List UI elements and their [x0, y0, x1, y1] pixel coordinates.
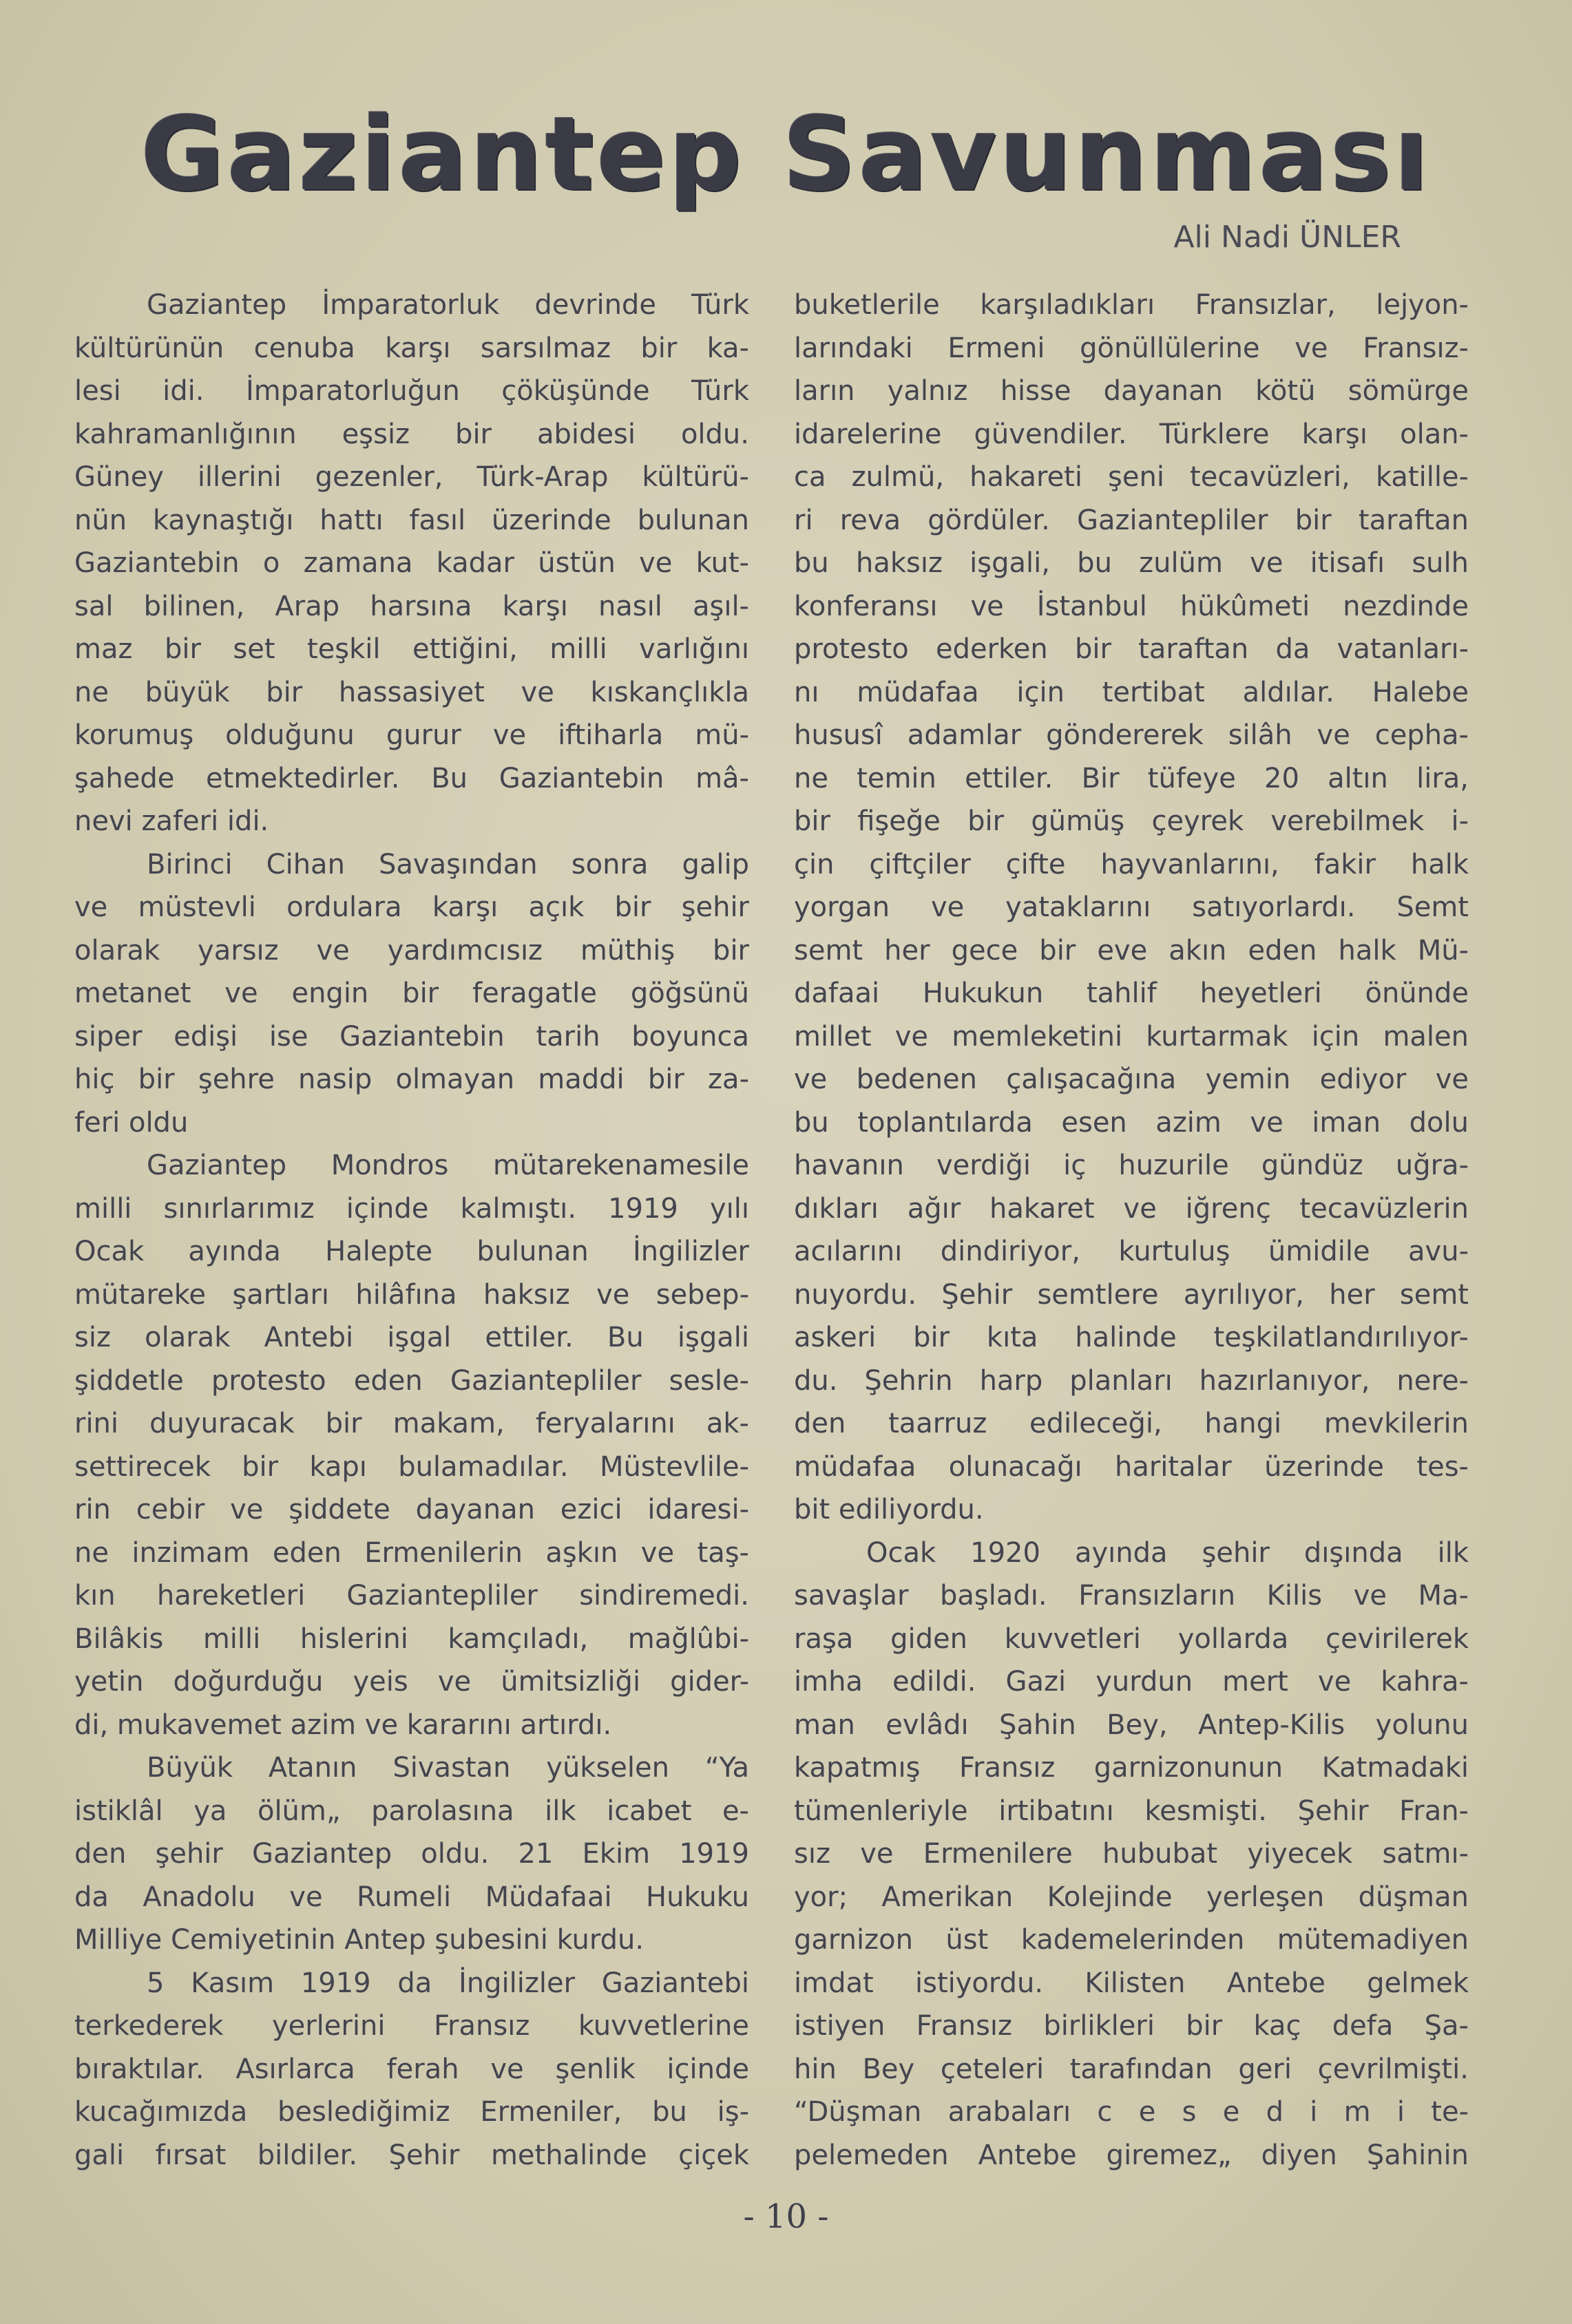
text-line: metanet ve engin bir feragatle göğsünü	[74, 978, 749, 1009]
text-line: bir fişeğe bir gümüş çeyrek verebilmek i-	[794, 805, 1469, 837]
text-line: rini duyuracak bir makam, feryalarını ak-	[74, 1408, 749, 1439]
text-line: Güney illerini gezenler, Türk-Arap kültürü-	[74, 461, 749, 493]
text-line: kucağımızda beslediğimiz Ermeniler, bu iş-	[74, 2096, 749, 2128]
text-line: gali fırsat bildiler. Şehir methalinde çiçek	[74, 2139, 749, 2171]
text-line: Büyük Atanın Sivastan yükselen “Ya	[147, 1752, 749, 1784]
author-name: Ali Nadi ÜNLER	[1173, 220, 1401, 255]
text-line: pelemeden Antebe giremez„ diyen Şahinin	[794, 2139, 1469, 2171]
text-line: ri reva gördüler. Gaziantepliler bir taraftan	[794, 504, 1469, 536]
text-line: sız ve Ermenilere hububat yiyecek satmı-	[794, 1838, 1469, 1870]
text-line: feri oldu	[74, 1106, 189, 1139]
text-line: konferansı ve İstanbul hükûmeti nezdinde	[794, 590, 1469, 622]
text-line: havanın verdiği iç huzurile gündüz uğra-	[794, 1150, 1469, 1181]
text-line: Ocak 1920 ayında şehir dışında ilk	[866, 1536, 1469, 1569]
text-line: dıkları ağır hakaret ve iğrenç tecavüzlerin	[794, 1192, 1469, 1225]
text-line: ne temin ettiler. Bir tüfeye 20 altın lira,	[794, 762, 1469, 794]
text-line: acılarını dindiriyor, kurtuluş ümidile avu-	[794, 1236, 1469, 1267]
text-line: yor; Amerikan Kolejinde yerleşen düşman	[794, 1881, 1469, 1913]
text-line: hiç bir şehre nasip olmayan maddi bir za-	[74, 1064, 749, 1095]
text-line: ve müstevli ordulara karşı açık bir şehir	[74, 891, 749, 923]
text-line: Ocak ayında Halepte bulunan İngilizler	[74, 1236, 749, 1267]
text-line: ne büyük bir hassasiyet ve kıskançlıkla	[74, 676, 749, 708]
text-line: imdat istiyordu. Kilisten Antebe gelmek	[794, 1967, 1469, 1999]
text-line: nı müdafaa için tertibat aldılar. Halebe	[794, 676, 1469, 708]
text-line: protesto ederken bir taraftan da vatanları-	[794, 633, 1469, 665]
right-column	[794, 284, 1469, 2177]
text-line: di, mukavemet azim ve kararını artırdı.	[74, 1709, 612, 1741]
text-line: bit ediliyordu.	[794, 1494, 984, 1525]
text-line: du. Şehrin harp planları hazırlanıyor, nere-	[794, 1364, 1469, 1397]
text-line: ların yalnız hisse dayanan kötü sömürge	[794, 375, 1469, 407]
text-line: rin cebir ve şiddete dayanan ezici idaresi-	[74, 1494, 749, 1525]
text-line: tümenleriyle irtibatını kesmişti. Şehir Fran-	[794, 1795, 1469, 1827]
text-line: raşa giden kuvvetleri yollarda çevirilerek	[794, 1623, 1469, 1655]
text-line: garnizon üst kademelerinden mütemadiyen	[794, 1924, 1469, 1956]
text-line: yetin doğurduğu yeis ve ümitsizliği gider-	[74, 1666, 749, 1698]
text-line: man evlâdı Şahin Bey, Antep-Kilis yolunu	[794, 1709, 1469, 1741]
text-line: ne inzimam eden Ermenilerin aşkın ve taş-	[74, 1536, 749, 1569]
text-line: terkederek yerlerini Fransız kuvvetlerine	[74, 2010, 749, 2042]
text-line: şiddetle protesto eden Gaziantepliler sesle-	[74, 1364, 749, 1397]
text-line: maz bir set teşkil ettiğini, milli varlığını	[74, 633, 749, 665]
text-line: nuyordu. Şehir semtlere ayrılıyor, her semt	[794, 1278, 1469, 1311]
text-line: da Anadolu ve Rumeli Müdafaai Hukuku	[74, 1881, 749, 1913]
page-number: - 10 -	[743, 2197, 829, 2236]
text-line: kın hareketleri Gaziantepliler sindiremedi.	[74, 1580, 749, 1612]
text-line: siper edişi ise Gaziantebin tarih boyunca	[74, 1020, 749, 1053]
text-line: kültürünün cenuba karşı sarsılmaz bir ka-	[74, 332, 749, 364]
text-line: siz olarak Antebi işgal ettiler. Bu işgali	[74, 1322, 749, 1353]
text-line: Gaziantep İmparatorluk devrinde Türk	[147, 289, 749, 321]
text-line: kapatmış Fransız garnizonunun Katmadaki	[794, 1752, 1469, 1784]
text-line: buketlerile karşıladıkları Fransızlar, lejyon-	[794, 289, 1469, 321]
text-line: korumuş olduğunu gurur ve iftiharla mü-	[74, 719, 749, 751]
text-line: imha edildi. Gazi yurdun mert ve kahra-	[794, 1666, 1469, 1698]
text-line: Birinci Cihan Savaşından sonra galip	[147, 848, 749, 880]
text-line: nün kaynaştığı hattı fasıl üzerinde bulunan	[74, 504, 749, 536]
text-line: şahede etmektedirler. Bu Gaziantebin mâ-	[74, 762, 749, 794]
text-line: den şehir Gaziantep oldu. 21 Ekim 1919	[74, 1838, 749, 1870]
text-line: den taarruz edileceği, hangi mevkilerin	[794, 1408, 1469, 1439]
text-line: settirecek bir kapı bulamadılar. Müstevlile-	[74, 1450, 749, 1483]
text-line: milli sınırlarımız içinde kalmıştı. 1919 yılı	[74, 1192, 749, 1225]
text-line: bıraktılar. Asırlarca ferah ve şenlik içinde	[74, 2053, 749, 2085]
text-line: Milliye Cemiyetinin Antep şubesini kurdu.	[74, 1924, 644, 1956]
text-line: idarelerine güvendiler. Türklere karşı olan-	[794, 418, 1469, 450]
text-line: Bilâkis milli hislerini kamçıladı, mağlûbi-	[74, 1623, 749, 1655]
text-line: yorgan ve yataklarını satıyorlardı. Semt	[794, 891, 1469, 923]
text-line: sal bilinen, Arap harsına karşı nasıl aşıl-	[74, 590, 749, 622]
text-line: semt her gece bir eve akın eden halk Mü-	[794, 934, 1469, 966]
text-line: askeri bir kıta halinde teşkilatlandırılıyor-	[794, 1322, 1469, 1353]
text-line: hin Bey çeteleri tarafından geri çevrilmişti.	[794, 2053, 1469, 2085]
text-line: larındaki Ermeni gönüllülerine ve Fransız-	[794, 332, 1469, 364]
text-line: istiklâl ya ölüm„ parolasına ilk icabet e-	[74, 1795, 749, 1827]
text-line: savaşlar başladı. Fransızların Kilis ve Ma-	[794, 1580, 1469, 1612]
text-line: ca zulmü, hakareti şeni tecavüzleri, katille-	[794, 461, 1469, 493]
text-line: çin çiftçiler çifte hayvanlarını, fakir halk	[794, 848, 1469, 880]
text-line: Gaziantep Mondros mütarekenamesile	[147, 1150, 749, 1181]
text-line: “Düşman arabaları c e s e d i m i te-	[794, 2096, 1469, 2128]
article-title: Gaziantep Savunması	[140, 95, 1432, 213]
text-line: istiyen Fransız birlikleri bir kaç defa Şa-	[794, 2010, 1469, 2042]
text-line: Gaziantebin o zamana kadar üstün ve kut-	[74, 547, 749, 579]
text-line: nevi zaferi idi.	[74, 805, 269, 837]
text-line: bu toplantılarda esen azim ve iman dolu	[794, 1106, 1469, 1139]
text-line: ve bedenen çalışacağına yemin ediyor ve	[794, 1064, 1469, 1095]
text-line: bu haksız işgali, bu zulüm ve itisafı sulh	[794, 547, 1469, 579]
text-line: lesi idi. İmparatorluğun çöküşünde Türk	[74, 375, 749, 407]
left-column	[74, 284, 749, 2177]
text-line: dafaai Hukukun tahlif heyetleri önünde	[794, 978, 1469, 1009]
text-line: müdafaa olunacağı haritalar üzerinde tes-	[794, 1450, 1469, 1483]
text-line: kahramanlığının eşsiz bir abidesi oldu.	[74, 418, 749, 450]
text-line: mütareke şartları hilâfına haksız ve sebep-	[74, 1278, 749, 1311]
text-line: millet ve memleketini kurtarmak için malen	[794, 1020, 1469, 1053]
text-line: hususî adamlar göndererek silâh ve cepha-	[794, 719, 1469, 751]
text-line: olarak yarsız ve yardımcısız müthiş bir	[74, 934, 749, 966]
text-line: 5 Kasım 1919 da İngilizler Gaziantebi	[147, 1967, 749, 1999]
